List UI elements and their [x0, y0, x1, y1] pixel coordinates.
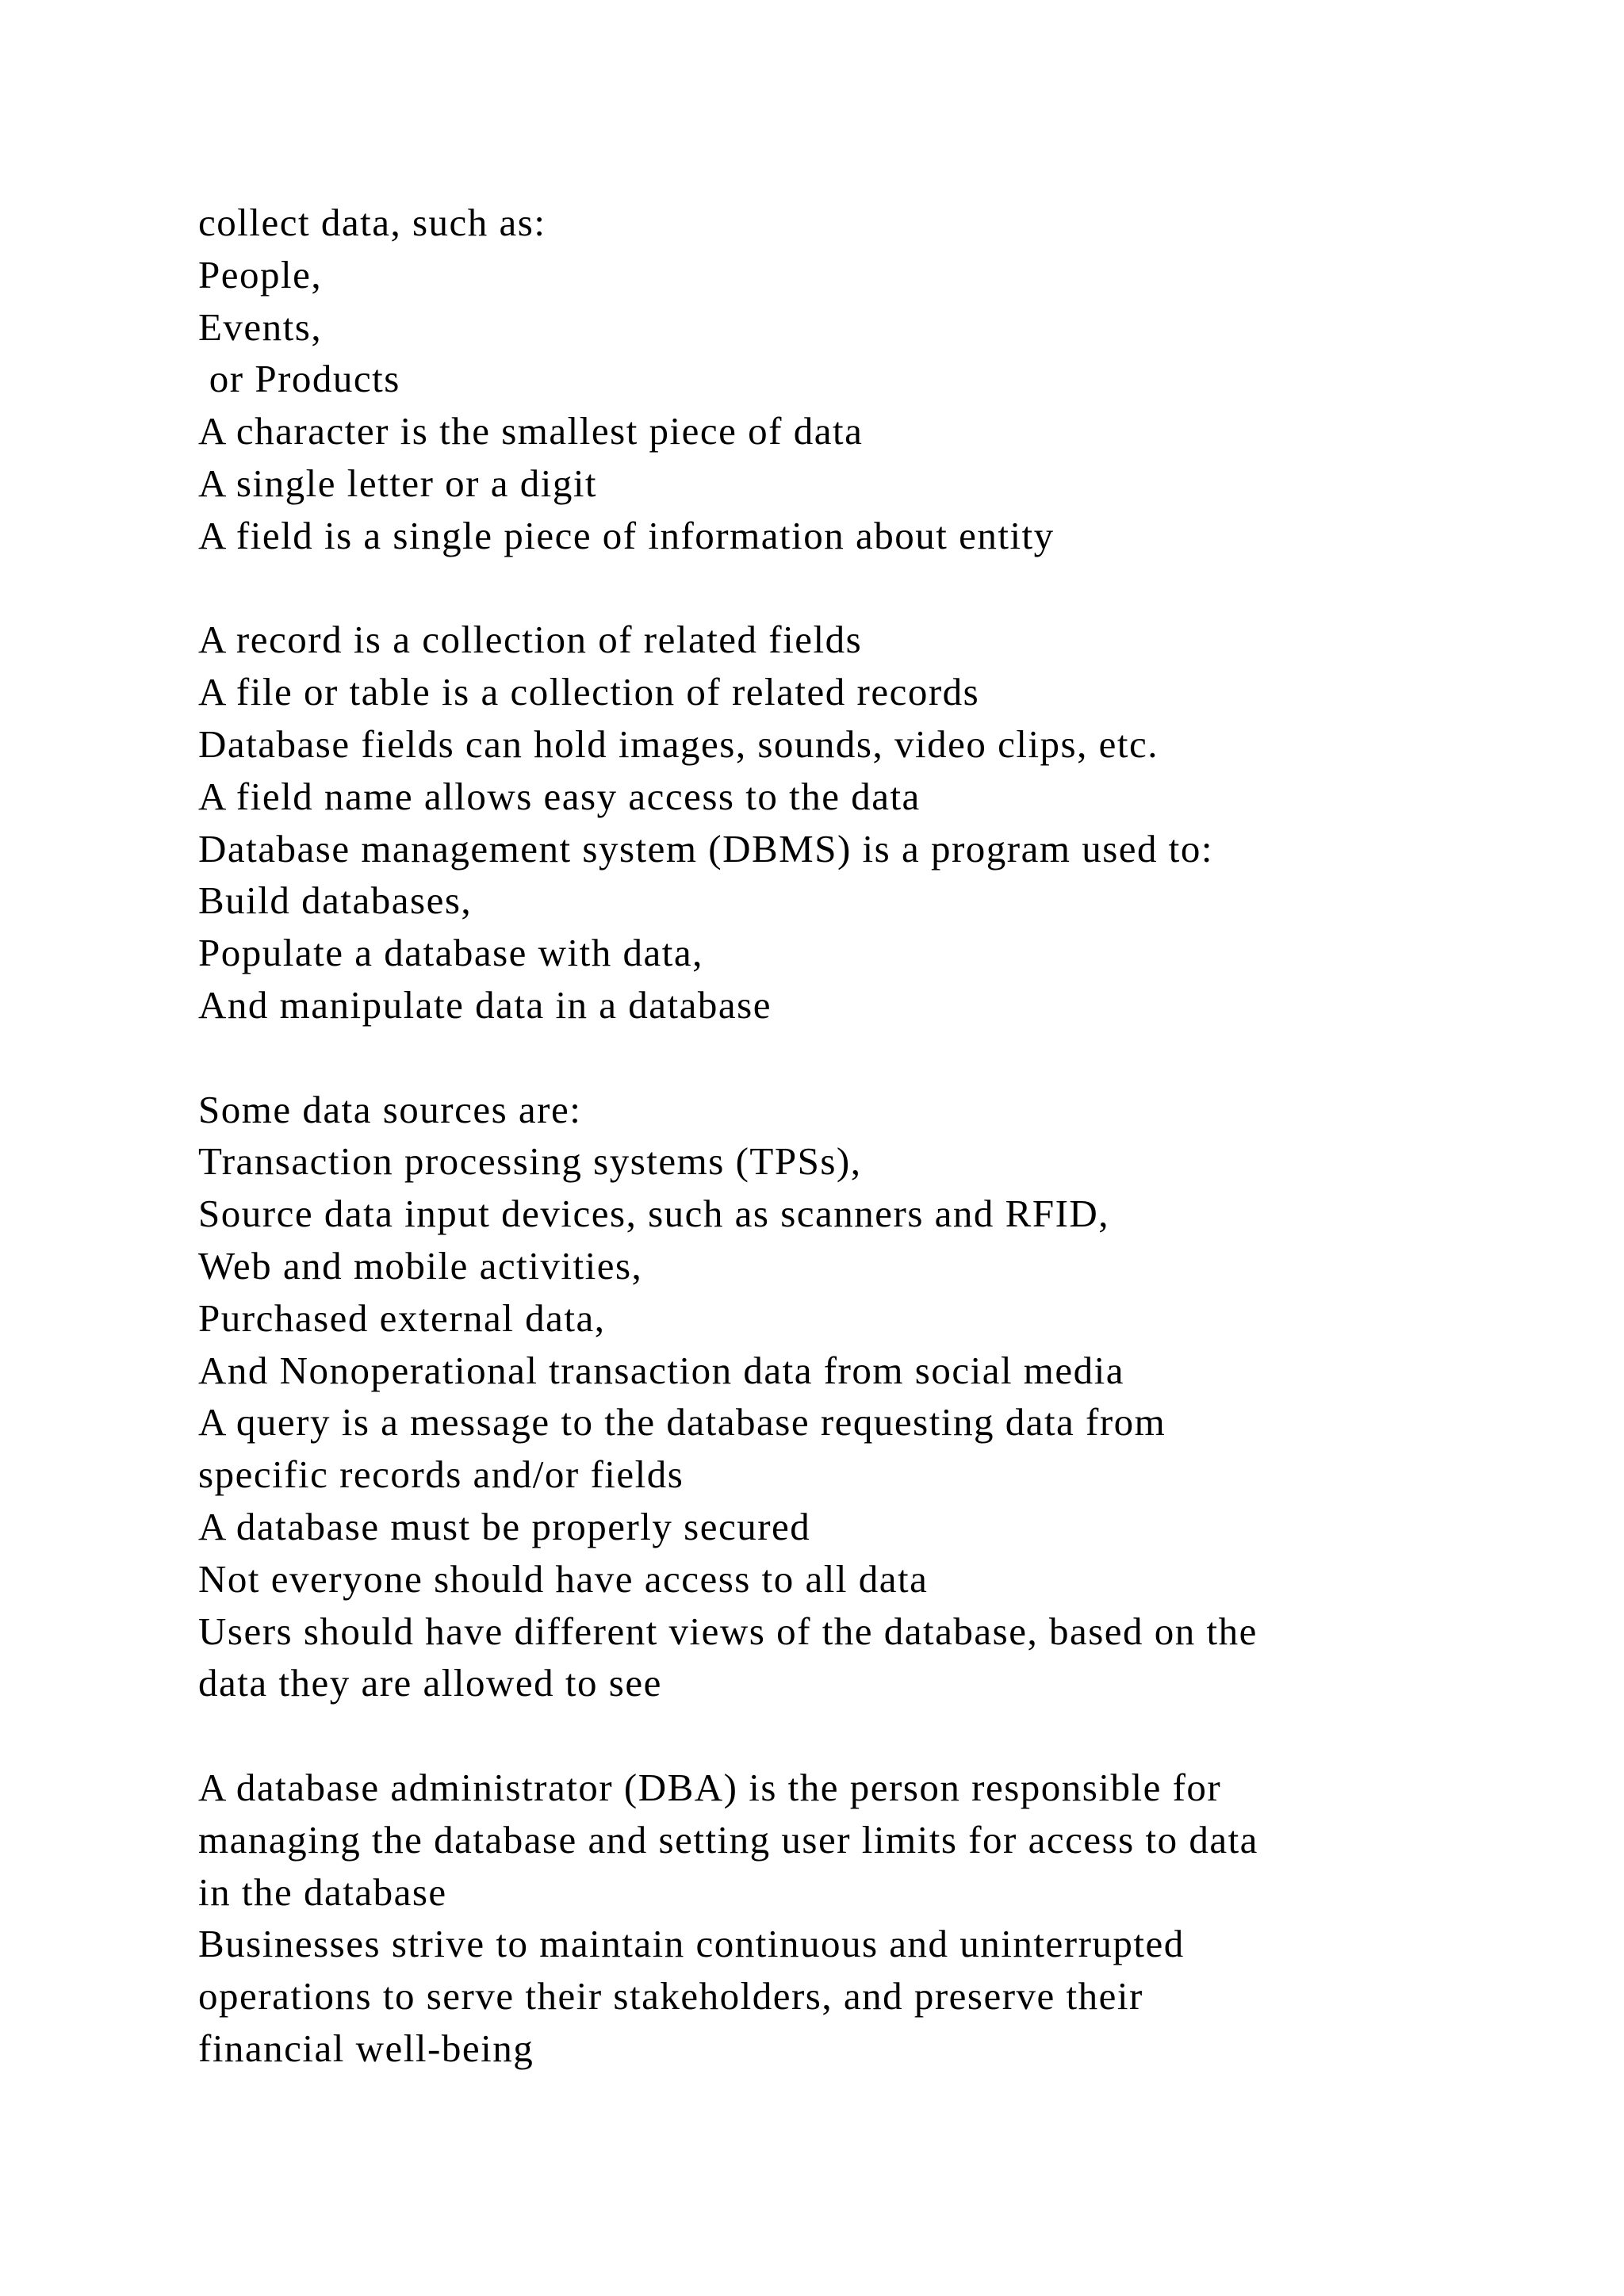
text-line: Users should have different views of the database, based on the [198, 1609, 1258, 1653]
text-line: or Products [198, 357, 400, 401]
text-line: A database must be properly secured [198, 1504, 811, 1548]
text-line: Database fields can hold images, sounds, video clips, etc. [198, 721, 1159, 766]
blank-line [198, 1709, 1483, 1762]
text-line: A record is a collection of related fields [198, 618, 863, 662]
text-line: managing the database and setting user limits for access to data [198, 1817, 1258, 1862]
text-line: A field name allows easy access to the data [198, 774, 921, 818]
text-line: A single letter or a digit [198, 461, 598, 505]
text-line: A query is a message to the database requesting data from [198, 1400, 1166, 1445]
text-line: Source data input devices, such as scanners and RFID, [198, 1192, 1110, 1236]
text-line: in the database [198, 1869, 447, 1914]
text-line: And manipulate data in a database [198, 982, 772, 1027]
document-body [198, 197, 1483, 2075]
text-line: Build databases, [198, 878, 473, 923]
text-line: Transaction processing systems (TPSs), [198, 1139, 862, 1184]
text-line: A database administrator (DBA) is the person responsible for [198, 1765, 1222, 1809]
text-line: operations to serve their stakeholders, and preserve their [198, 1974, 1143, 2019]
text-line: Events, [198, 304, 323, 349]
text-line: Web and mobile activities, [198, 1243, 643, 1288]
blank-line [198, 562, 1483, 614]
text-line: Some data sources are: [198, 1087, 582, 1131]
text-line: financial well-being [198, 2026, 534, 2070]
text-line: specific records and/or fields [198, 1452, 684, 1497]
text-line: Purchased external data, [198, 1295, 606, 1340]
text-line: People, [198, 252, 323, 297]
text-line: A character is the smallest piece of data [198, 409, 864, 453]
text-line: Database management system (DBMS) is a program used to: [198, 826, 1214, 871]
text-line: Populate a database with data, [198, 931, 703, 975]
text-line: And Nonoperational transaction data from social media [198, 1348, 1125, 1392]
text-line: Not everyone should have access to all data [198, 1556, 929, 1601]
text-line: data they are allowed to see [198, 1661, 662, 1705]
text-line: collect data, such as: [198, 201, 546, 244]
blank-line [198, 1031, 1483, 1084]
text-line: A field is a single piece of information about entity [198, 513, 1055, 557]
text-line: A file or table is a collection of related records [198, 670, 980, 714]
text-line: Businesses strive to maintain continuous and uninterrupted [198, 1922, 1185, 1966]
